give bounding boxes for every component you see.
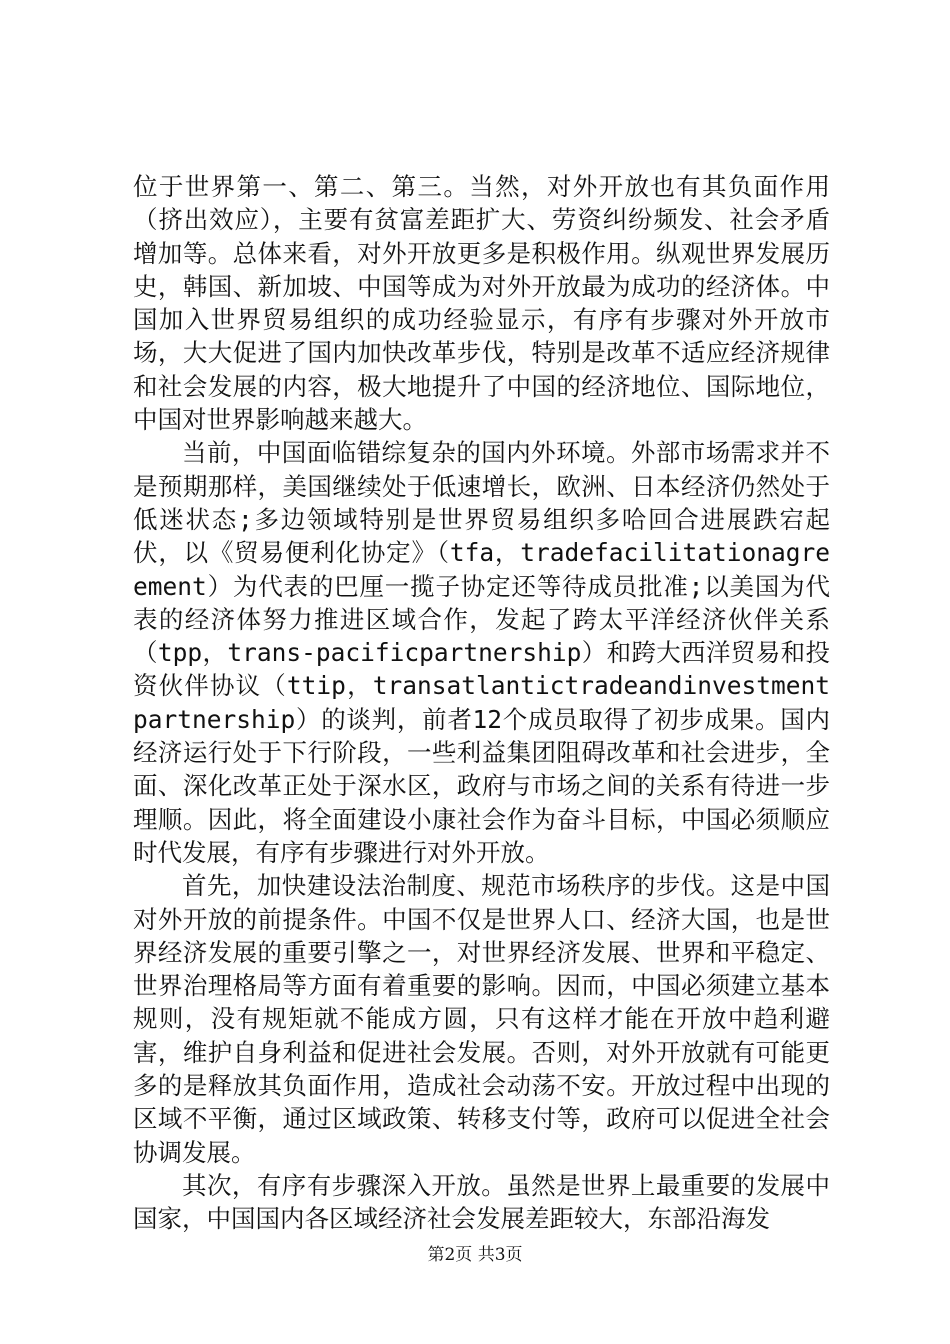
page-number-footer: 第2页 共3页 xyxy=(427,1245,523,1265)
paragraph-continuation: 位于世界第一、第二、第三。当然，对外开放也有其负面作用（挤出效应），主要有贫富差距扩大、劳资纠纷频发、社会矛盾增加等。总体来看，对外开放更多是积极作用。纵观世界发展历史，韩国、新加坡、中国等成为对外开放最为成功的经济体。中国加入世界贸易组织的成功经验显示，有序有步骤对外开放市场，大大促进了国内加快改革步伐，特别是改革不适应经济规律和社会发展的内容，极大地提升了中国的经济地位、国际地位，中国对世界影响越来越大。 xyxy=(133,172,830,435)
document-body xyxy=(133,170,830,1236)
paragraph-second-point: 其次，有序有步骤深入开放。虽然是世界上最重要的发展中国家，中国国内各区域经济社会发展差距较大，东部沿海发 xyxy=(133,1170,830,1234)
paragraph-current-situation: 当前，中国面临错综复杂的国内外环境。外部市场需求并不是预期那样，美国继续处于低速增长，欧洲、日本经济仍然处于低迷状态;多边领域特别是世界贸易组织多哈回合进展跌宕起伏，以《贸易便利化协定》（tfa，tradefacilitationagreement）为代表的巴厘一揽子协定还等待成员批准;以美国为代表的经济体努力推进区域合作，发起了跨太平洋经济伙伴关系（tpp，trans-pacificpartnership）和跨大西洋贸易和投资伙伴协议（ttip，transatlantictradeandinvestmentpartnership）的谈判，前者12个成员取得了初步成果。国内经济运行处于下行阶段，一些利益集团阻碍改革和社会进步，全面、深化改革正处于深水区，政府与市场之间的关系有待进一步理顺。因此，将全面建设小康社会作为奋斗目标，中国必须顺应时代发展，有序有步骤进行对外开放。 xyxy=(133,438,830,867)
paragraph-first-point: 首先，加快建设法治制度、规范市场秩序的步伐。这是中国对外开放的前提条件。中国不仅是世界人口、经济大国，也是世界经济发展的重要引擎之一，对世界经济发展、世界和平稳定、世界治理格局等方面有着重要的影响。因而，中国必须建立基本规则，没有规矩就不能成方圆，只有这样才能在开放中趋利避害，维护自身利益和促进社会发展。否则，对外开放就有可能更多的是释放其负面作用，造成社会动荡不安。开放过程中出现的区域不平衡，通过区域政策、转移支付等，政府可以促进全社会协调发展。 xyxy=(133,871,830,1167)
